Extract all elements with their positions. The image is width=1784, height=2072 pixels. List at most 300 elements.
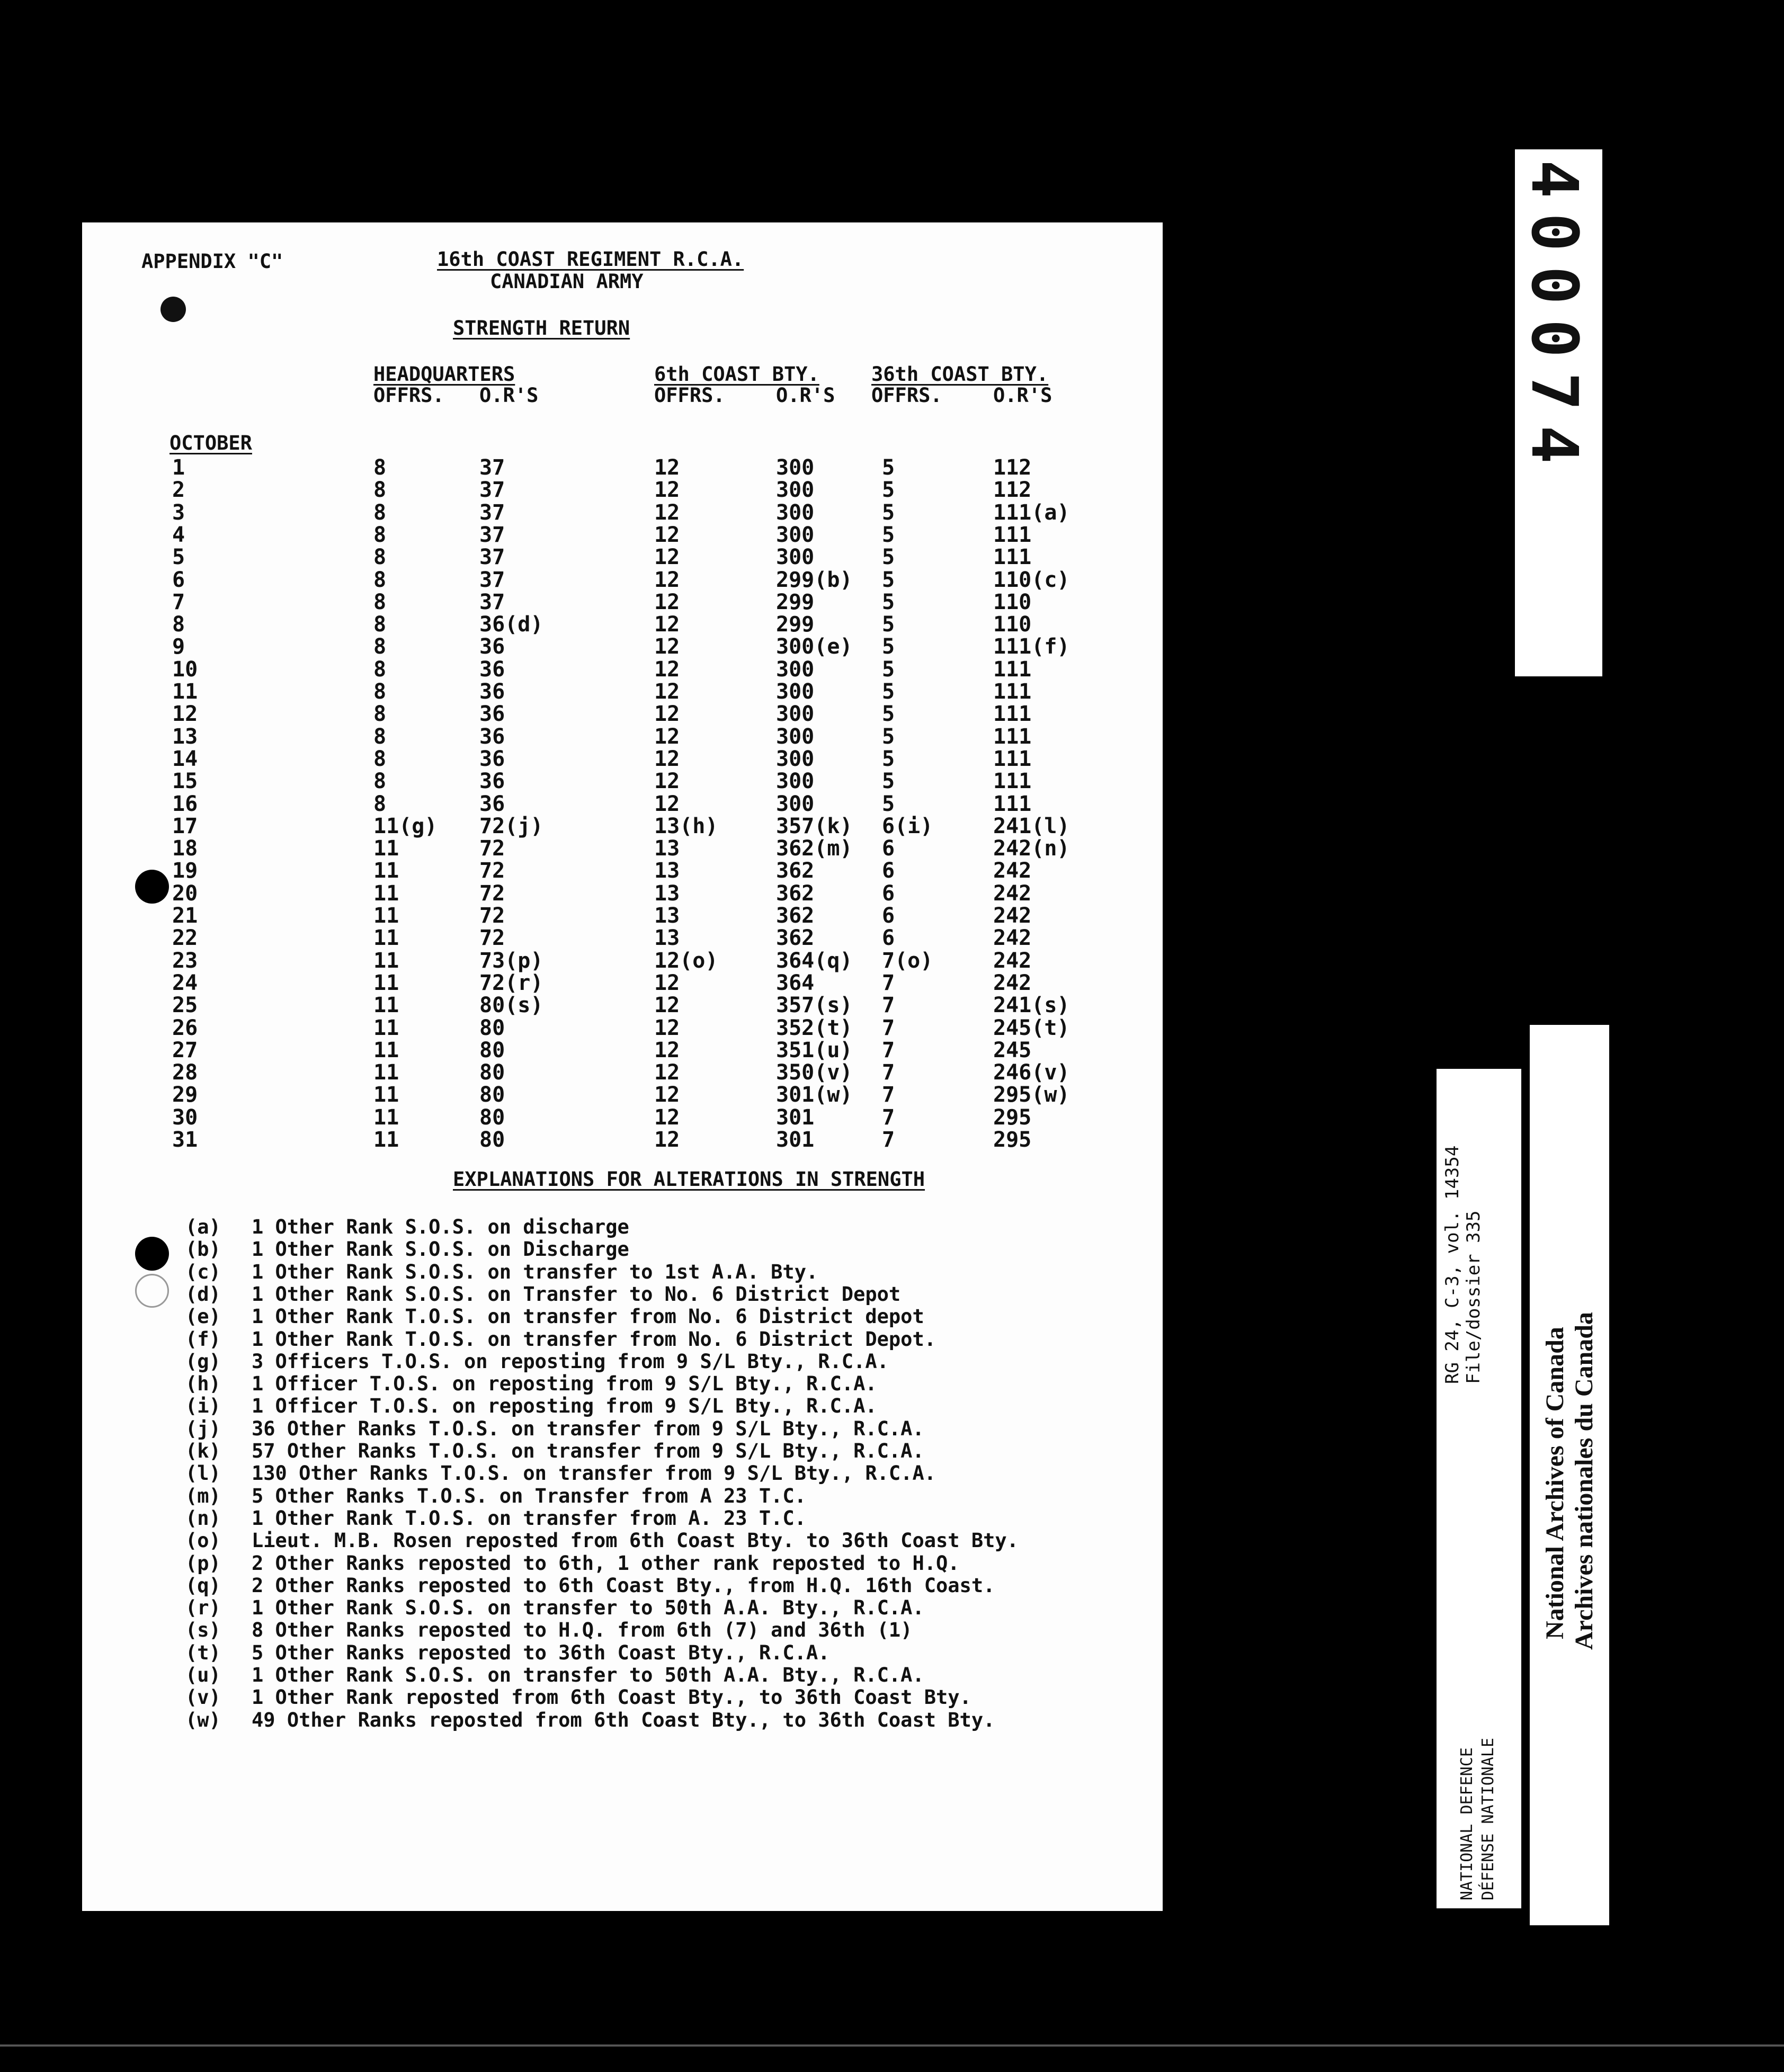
document-title: 16th COAST REGIMENT R.C.A. bbox=[437, 248, 744, 271]
table-row bbox=[82, 545, 1163, 570]
table-row bbox=[82, 590, 1163, 612]
cell-36th-ors: 242 bbox=[993, 926, 1032, 951]
cell-36th-ors: 111 bbox=[993, 522, 1032, 547]
explanation-item bbox=[82, 1552, 1163, 1574]
cell-36th-offrs: 5 bbox=[882, 545, 895, 570]
cell-hq-ors: 37 bbox=[479, 545, 505, 570]
cell-day: 12 bbox=[172, 702, 198, 727]
cell-day: 31 bbox=[172, 1128, 198, 1152]
table-row bbox=[82, 501, 1163, 523]
cell-6th-ors: 299(b) bbox=[776, 567, 853, 592]
explanation-key: (h) bbox=[185, 1372, 221, 1396]
cell-36th-offrs: 5 bbox=[882, 657, 895, 682]
cell-hq-ors: 80(s) bbox=[479, 993, 543, 1018]
explanation-text: 2 Other Ranks reposted to 6th, 1 other rank reposted to H.Q. bbox=[252, 1551, 960, 1575]
group-header-hq: HEADQUARTERS bbox=[373, 363, 515, 386]
table-row bbox=[82, 478, 1163, 503]
cell-36th-offrs: 5 bbox=[882, 635, 895, 659]
cell-6th-offrs: 12 bbox=[654, 702, 680, 727]
explanation-text: 1 Other Rank S.O.S. on discharge bbox=[252, 1216, 629, 1238]
cell-hq-ors: 72 bbox=[479, 881, 505, 906]
cell-hq-offrs: 11 bbox=[373, 948, 399, 973]
cell-hq-ors: 36 bbox=[479, 791, 505, 816]
cell-6th-offrs: 12(o) bbox=[654, 948, 718, 973]
cell-hq-ors: 36 bbox=[479, 657, 505, 682]
cell-6th-offrs: 12 bbox=[654, 680, 680, 704]
explanation-key: (v) bbox=[185, 1686, 221, 1709]
cell-day: 10 bbox=[172, 657, 198, 682]
cell-6th-offrs: 12 bbox=[654, 478, 680, 503]
punch-hole-outline bbox=[135, 1274, 169, 1308]
cell-36th-ors: 246(v) bbox=[993, 1060, 1070, 1085]
cell-36th-offrs: 5 bbox=[882, 567, 895, 592]
cell-36th-ors: 241(l) bbox=[993, 814, 1070, 838]
cell-hq-ors: 72 bbox=[479, 859, 505, 883]
punch-hole bbox=[135, 1237, 169, 1271]
cell-6th-offrs: 12 bbox=[654, 612, 680, 637]
col-36th-ors: O.R'S bbox=[993, 384, 1052, 407]
cell-36th-ors: 111(f) bbox=[993, 635, 1070, 659]
cell-hq-ors: 80 bbox=[479, 1060, 505, 1085]
cell-36th-offrs: 7(o) bbox=[882, 948, 933, 973]
cell-hq-offrs: 8 bbox=[373, 635, 387, 659]
cell-hq-ors: 72(r) bbox=[479, 970, 543, 995]
cell-hq-offrs: 8 bbox=[373, 522, 387, 547]
col-36th-offrs: OFFRS. bbox=[871, 384, 942, 407]
ref-line2: File/dossier 335 bbox=[1463, 1210, 1484, 1384]
table-row bbox=[82, 702, 1163, 727]
cell-36th-offrs: 5 bbox=[882, 724, 895, 749]
cell-hq-ors: 80 bbox=[479, 1105, 505, 1130]
cell-hq-offrs: 11 bbox=[373, 1083, 399, 1108]
table-row bbox=[82, 747, 1163, 769]
cell-day: 30 bbox=[172, 1105, 198, 1130]
cell-36th-offrs: 5 bbox=[882, 500, 895, 525]
cell-6th-ors: 300 bbox=[776, 680, 815, 704]
explanation-key: (m) bbox=[185, 1484, 221, 1507]
month-label: OCTOBER bbox=[170, 432, 252, 454]
explanation-key: (i) bbox=[185, 1395, 221, 1418]
cell-hq-ors: 80 bbox=[479, 1128, 505, 1152]
cell-36th-ors: 111 bbox=[993, 791, 1032, 816]
explanation-item bbox=[82, 1507, 1163, 1529]
archives-label bbox=[1530, 1025, 1609, 1925]
cell-6th-offrs: 13 bbox=[654, 881, 680, 906]
explanation-key: (o) bbox=[185, 1529, 221, 1552]
cell-36th-ors: 111 bbox=[993, 724, 1032, 749]
cell-hq-offrs: 8 bbox=[373, 746, 387, 771]
cell-hq-offrs: 11 bbox=[373, 1038, 399, 1062]
explanation-key: (j) bbox=[185, 1417, 221, 1440]
table-row bbox=[82, 1083, 1163, 1108]
cell-36th-ors: 111 bbox=[993, 680, 1032, 704]
cell-6th-offrs: 12 bbox=[654, 1060, 680, 1085]
explanation-text: 1 Other Rank S.O.S. on Transfer to No. 6 District Depot bbox=[252, 1282, 901, 1306]
explanation-item bbox=[82, 1641, 1163, 1664]
cell-6th-offrs: 12 bbox=[654, 500, 680, 525]
cell-day: 7 bbox=[172, 590, 185, 614]
explanation-item bbox=[82, 1395, 1163, 1417]
explanation-item bbox=[82, 1596, 1163, 1619]
reference-label bbox=[1437, 1069, 1521, 1908]
cell-36th-offrs: 6(i) bbox=[882, 814, 933, 838]
cell-hq-offrs: 8 bbox=[373, 769, 387, 794]
document-subtitle: CANADIAN ARMY bbox=[490, 270, 644, 293]
cell-36th-ors: 242 bbox=[993, 859, 1032, 883]
cell-day: 16 bbox=[172, 791, 198, 816]
explanation-item bbox=[82, 1417, 1163, 1440]
cell-hq-ors: 36(d) bbox=[479, 612, 543, 637]
table-row bbox=[82, 859, 1163, 881]
cell-36th-offrs: 5 bbox=[882, 478, 895, 503]
explanation-text: 1 Other Rank T.O.S. on transfer from No. 6 District Depot. bbox=[252, 1327, 936, 1351]
archive-line2: Archives nationales du Canada bbox=[1570, 1312, 1598, 1650]
cell-hq-offrs: 8 bbox=[373, 612, 387, 637]
table-row bbox=[82, 1038, 1163, 1060]
explanation-item bbox=[82, 1350, 1163, 1372]
cell-6th-offrs: 13 bbox=[654, 859, 680, 883]
cell-36th-ors: 111 bbox=[993, 702, 1032, 727]
cell-36th-ors: 241(s) bbox=[993, 993, 1070, 1018]
group-header-6th: 6th COAST BTY. bbox=[654, 363, 819, 386]
col-hq-ors: O.R'S bbox=[479, 384, 539, 407]
cell-hq-offrs: 8 bbox=[373, 680, 387, 704]
cell-hq-offrs: 8 bbox=[373, 724, 387, 749]
cell-hq-offrs: 8 bbox=[373, 657, 387, 682]
cell-day: 29 bbox=[172, 1083, 198, 1108]
explanation-text: 130 Other Ranks T.O.S. on transfer from 9 S/L Bty., R.C.A. bbox=[252, 1462, 936, 1485]
cell-36th-ors: 245(t) bbox=[993, 1015, 1070, 1040]
cell-6th-offrs: 12 bbox=[654, 1105, 680, 1130]
cell-day: 9 bbox=[172, 635, 185, 659]
cell-6th-offrs: 13 bbox=[654, 926, 680, 951]
table-row bbox=[82, 568, 1163, 590]
col-6th-ors: O.R'S bbox=[776, 384, 835, 407]
explanation-item bbox=[82, 1664, 1163, 1686]
cell-day: 15 bbox=[172, 769, 198, 794]
table-row bbox=[82, 1060, 1163, 1083]
cell-hq-ors: 37 bbox=[479, 478, 505, 503]
cell-day: 8 bbox=[172, 612, 185, 637]
explanation-text: 5 Other Ranks T.O.S. on Transfer from A 23 T.C. bbox=[252, 1484, 806, 1507]
explanation-item bbox=[82, 1238, 1163, 1260]
cell-6th-ors: 364 bbox=[776, 970, 815, 995]
explanation-key: (s) bbox=[185, 1619, 221, 1642]
cell-6th-offrs: 12 bbox=[654, 724, 680, 749]
cell-36th-ors: 242(n) bbox=[993, 836, 1070, 861]
cell-6th-offrs: 12 bbox=[654, 769, 680, 794]
cell-6th-ors: 301(w) bbox=[776, 1083, 853, 1108]
table-row bbox=[82, 926, 1163, 951]
cell-hq-offrs: 8 bbox=[373, 567, 387, 592]
cell-36th-offrs: 6 bbox=[882, 904, 895, 928]
cell-36th-offrs: 5 bbox=[882, 769, 895, 794]
cell-hq-offrs: 11(g) bbox=[373, 814, 438, 838]
explanation-text: 1 Other Rank T.O.S. on transfer from No. 6 District depot bbox=[252, 1305, 924, 1328]
cell-6th-ors: 362 bbox=[776, 904, 815, 928]
cell-6th-ors: 357(k) bbox=[776, 814, 853, 838]
cell-6th-ors: 300 bbox=[776, 702, 815, 727]
cell-hq-ors: 37 bbox=[479, 500, 505, 525]
cell-day: 28 bbox=[172, 1060, 198, 1085]
cell-hq-ors: 73(p) bbox=[479, 948, 543, 973]
cell-36th-ors: 110 bbox=[993, 612, 1032, 637]
bottom-rule bbox=[0, 2044, 1784, 2047]
cell-day: 6 bbox=[172, 567, 185, 592]
cell-hq-offrs: 11 bbox=[373, 1128, 399, 1152]
cell-36th-offrs: 5 bbox=[882, 791, 895, 816]
table-row bbox=[82, 456, 1163, 478]
cell-36th-offrs: 7 bbox=[882, 1083, 895, 1108]
table-row bbox=[82, 657, 1163, 680]
cell-hq-offrs: 11 bbox=[373, 993, 399, 1018]
col-hq-offrs: OFFRS. bbox=[373, 384, 444, 407]
cell-6th-ors: 300 bbox=[776, 791, 815, 816]
table-row bbox=[82, 949, 1163, 971]
cell-hq-ors: 37 bbox=[479, 456, 505, 480]
cell-6th-ors: 300 bbox=[776, 746, 815, 771]
cell-hq-offrs: 8 bbox=[373, 791, 387, 816]
cell-day: 14 bbox=[172, 746, 198, 771]
cell-day: 25 bbox=[172, 993, 198, 1018]
cell-36th-offrs: 5 bbox=[882, 522, 895, 547]
explanation-key: (g) bbox=[185, 1350, 221, 1373]
cell-day: 13 bbox=[172, 724, 198, 749]
cell-6th-ors: 300 bbox=[776, 657, 815, 682]
cell-6th-ors: 300 bbox=[776, 522, 815, 547]
cell-36th-ors: 110 bbox=[993, 590, 1032, 614]
cell-6th-ors: 300 bbox=[776, 500, 815, 525]
cell-hq-ors: 72 bbox=[479, 904, 505, 928]
explanation-key: (k) bbox=[185, 1440, 221, 1462]
explanation-key: (f) bbox=[185, 1327, 221, 1351]
cell-36th-offrs: 5 bbox=[882, 746, 895, 771]
cell-36th-offrs: 6 bbox=[882, 926, 895, 951]
cell-hq-offrs: 8 bbox=[373, 702, 387, 727]
cell-6th-offrs: 12 bbox=[654, 1128, 680, 1152]
cell-36th-ors: 242 bbox=[993, 904, 1032, 928]
cell-6th-ors: 301 bbox=[776, 1105, 815, 1130]
cell-day: 23 bbox=[172, 948, 198, 973]
table-row bbox=[82, 814, 1163, 836]
cell-hq-ors: 36 bbox=[479, 769, 505, 794]
explanation-key: (c) bbox=[185, 1260, 221, 1283]
cell-36th-ors: 111 bbox=[993, 769, 1032, 794]
explanation-item bbox=[82, 1216, 1163, 1238]
cell-hq-offrs: 11 bbox=[373, 904, 399, 928]
archive-line1: National Archives of Canada bbox=[1541, 1327, 1569, 1639]
cell-36th-offrs: 7 bbox=[882, 993, 895, 1018]
explanation-key: (r) bbox=[185, 1596, 221, 1620]
document-page bbox=[82, 222, 1163, 1911]
cell-hq-offrs: 11 bbox=[373, 859, 399, 883]
cell-36th-offrs: 7 bbox=[882, 970, 895, 995]
cell-6th-ors: 300(e) bbox=[776, 635, 853, 659]
explanation-key: (n) bbox=[185, 1506, 221, 1530]
archive-stamp bbox=[1515, 149, 1602, 676]
cell-day: 1 bbox=[172, 456, 185, 480]
explanation-item bbox=[82, 1372, 1163, 1395]
cell-36th-ors: 111 bbox=[993, 657, 1032, 682]
cell-6th-offrs: 12 bbox=[654, 746, 680, 771]
cell-36th-offrs: 7 bbox=[882, 1038, 895, 1062]
cell-hq-ors: 37 bbox=[479, 567, 505, 592]
cell-36th-offrs: 5 bbox=[882, 702, 895, 727]
explanation-item bbox=[82, 1709, 1163, 1731]
stamp-number-text: 400074 bbox=[1517, 160, 1591, 479]
cell-36th-offrs: 7 bbox=[882, 1015, 895, 1040]
explanation-item bbox=[82, 1462, 1163, 1484]
explanation-key: (w) bbox=[185, 1708, 221, 1731]
explanation-key: (a) bbox=[185, 1216, 221, 1238]
cell-6th-ors: 362 bbox=[776, 859, 815, 883]
cell-6th-offrs: 12 bbox=[654, 1083, 680, 1108]
explanation-item bbox=[82, 1686, 1163, 1708]
cell-36th-offrs: 6 bbox=[882, 859, 895, 883]
cell-day: 26 bbox=[172, 1015, 198, 1040]
cell-hq-ors: 36 bbox=[479, 702, 505, 727]
explanation-text: 1 Other Rank S.O.S. on transfer to 50th A.A. Bty., R.C.A. bbox=[252, 1664, 924, 1686]
cell-day: 17 bbox=[172, 814, 198, 838]
cell-hq-ors: 36 bbox=[479, 746, 505, 771]
cell-hq-ors: 72 bbox=[479, 926, 505, 951]
cell-36th-ors: 112 bbox=[993, 456, 1032, 480]
table-row bbox=[82, 680, 1163, 702]
cell-hq-offrs: 11 bbox=[373, 1060, 399, 1085]
cell-day: 21 bbox=[172, 904, 198, 928]
cell-36th-offrs: 6 bbox=[882, 881, 895, 906]
explanation-key: (t) bbox=[185, 1641, 221, 1664]
cell-36th-ors: 110(c) bbox=[993, 567, 1070, 592]
cell-6th-offrs: 12 bbox=[654, 993, 680, 1018]
cell-6th-ors: 301 bbox=[776, 1128, 815, 1152]
return-title: STRENGTH RETURN bbox=[453, 317, 630, 340]
table-row bbox=[82, 769, 1163, 794]
group-header-36th: 36th COAST BTY. bbox=[871, 363, 1049, 386]
explanation-item bbox=[82, 1485, 1163, 1507]
table-row bbox=[82, 635, 1163, 657]
cell-36th-ors: 295 bbox=[993, 1128, 1032, 1152]
cell-6th-ors: 299 bbox=[776, 612, 815, 637]
explanations-title: EXPLANATIONS FOR ALTERATIONS IN STRENGTH bbox=[453, 1168, 925, 1191]
cell-hq-offrs: 8 bbox=[373, 456, 387, 480]
explanation-text: 1 Officer T.O.S. on reposting from 9 S/L Bty., R.C.A. bbox=[252, 1372, 877, 1396]
cell-6th-offrs: 13 bbox=[654, 836, 680, 861]
explanation-item bbox=[82, 1305, 1163, 1327]
cell-6th-ors: 351(u) bbox=[776, 1038, 853, 1062]
cell-hq-offrs: 8 bbox=[373, 545, 387, 570]
explanation-text: Lieut. M.B. Rosen reposted from 6th Coast Bty. to 36th Coast Bty. bbox=[252, 1529, 1019, 1552]
cell-36th-ors: 111 bbox=[993, 545, 1032, 570]
cell-6th-ors: 352(t) bbox=[776, 1015, 853, 1040]
cell-day: 24 bbox=[172, 970, 198, 995]
explanation-item bbox=[82, 1529, 1163, 1551]
cell-hq-ors: 80 bbox=[479, 1083, 505, 1108]
cell-hq-offrs: 11 bbox=[373, 1015, 399, 1040]
explanation-item bbox=[82, 1574, 1163, 1596]
explanation-text: 8 Other Ranks reposted to H.Q. from 6th (7) and 36th (1) bbox=[252, 1619, 913, 1642]
cell-day: 18 bbox=[172, 836, 198, 861]
cell-36th-ors: 242 bbox=[993, 970, 1032, 995]
cell-6th-ors: 299 bbox=[776, 590, 815, 614]
cell-36th-offrs: 5 bbox=[882, 612, 895, 637]
cell-36th-ors: 242 bbox=[993, 948, 1032, 973]
cell-hq-ors: 80 bbox=[479, 1038, 505, 1062]
appendix-label: APPENDIX "C" bbox=[141, 250, 283, 273]
cell-36th-offrs: 7 bbox=[882, 1128, 895, 1152]
cell-6th-offrs: 12 bbox=[654, 657, 680, 682]
explanation-item bbox=[82, 1440, 1163, 1462]
cell-36th-offrs: 5 bbox=[882, 456, 895, 480]
explanation-item bbox=[82, 1283, 1163, 1305]
cell-day: 20 bbox=[172, 881, 198, 906]
cell-6th-ors: 362 bbox=[776, 881, 815, 906]
cell-6th-offrs: 12 bbox=[654, 970, 680, 995]
cell-6th-offrs: 12 bbox=[654, 635, 680, 659]
table-row bbox=[82, 1105, 1163, 1128]
cell-day: 4 bbox=[172, 522, 185, 547]
cell-6th-offrs: 12 bbox=[654, 590, 680, 614]
cell-hq-offrs: 11 bbox=[373, 836, 399, 861]
table-row bbox=[82, 904, 1163, 926]
cell-6th-offrs: 12 bbox=[654, 545, 680, 570]
cell-36th-ors: 295(w) bbox=[993, 1083, 1070, 1108]
cell-day: 3 bbox=[172, 500, 185, 525]
explanation-text: 2 Other Ranks reposted to 6th Coast Bty., from H.Q. 16th Coast. bbox=[252, 1574, 995, 1597]
cell-hq-ors: 36 bbox=[479, 724, 505, 749]
cell-6th-ors: 300 bbox=[776, 478, 815, 503]
cell-hq-offrs: 8 bbox=[373, 500, 387, 525]
explanation-text: 1 Other Rank T.O.S. on transfer from A. 23 T.C. bbox=[252, 1506, 806, 1530]
cell-6th-offrs: 12 bbox=[654, 1015, 680, 1040]
cell-hq-ors: 72 bbox=[479, 836, 505, 861]
explanation-item bbox=[82, 1328, 1163, 1350]
table-row bbox=[82, 971, 1163, 993]
cell-hq-ors: 36 bbox=[479, 680, 505, 704]
cell-6th-ors: 300 bbox=[776, 769, 815, 794]
table-row bbox=[82, 612, 1163, 635]
cell-hq-offrs: 8 bbox=[373, 478, 387, 503]
cell-6th-offrs: 13 bbox=[654, 904, 680, 928]
cell-36th-ors: 111 bbox=[993, 746, 1032, 771]
cell-hq-ors: 37 bbox=[479, 522, 505, 547]
explanation-key: (p) bbox=[185, 1551, 221, 1575]
table-row bbox=[82, 993, 1163, 1018]
explanation-key: (b) bbox=[185, 1238, 221, 1261]
cell-day: 11 bbox=[172, 680, 198, 704]
explanation-item bbox=[82, 1619, 1163, 1641]
cell-hq-ors: 72(j) bbox=[479, 814, 543, 838]
explanation-text: 36 Other Ranks T.O.S. on transfer from 9 S/L Bty., R.C.A. bbox=[252, 1417, 924, 1440]
cell-6th-ors: 300 bbox=[776, 724, 815, 749]
table-row bbox=[82, 1016, 1163, 1038]
cell-6th-offrs: 12 bbox=[654, 522, 680, 547]
cell-hq-ors: 37 bbox=[479, 590, 505, 614]
cell-6th-offrs: 12 bbox=[654, 456, 680, 480]
explanation-text: 1 Other Rank S.O.S. on transfer to 50th A.A. Bty., R.C.A. bbox=[252, 1596, 924, 1620]
explanation-text: 57 Other Ranks T.O.S. on transfer from 9 S/L Bty., R.C.A. bbox=[252, 1440, 924, 1462]
table-row bbox=[82, 725, 1163, 747]
cell-6th-ors: 300 bbox=[776, 545, 815, 570]
table-row bbox=[82, 523, 1163, 545]
cell-6th-offrs: 12 bbox=[654, 791, 680, 816]
cell-hq-offrs: 11 bbox=[373, 970, 399, 995]
cell-6th-ors: 357(s) bbox=[776, 993, 853, 1018]
cell-day: 5 bbox=[172, 545, 185, 570]
cell-36th-ors: 295 bbox=[993, 1105, 1032, 1130]
explanation-text: 3 Officers T.O.S. on reposting from 9 S/L Bty., R.C.A. bbox=[252, 1350, 889, 1373]
table-row bbox=[82, 792, 1163, 814]
